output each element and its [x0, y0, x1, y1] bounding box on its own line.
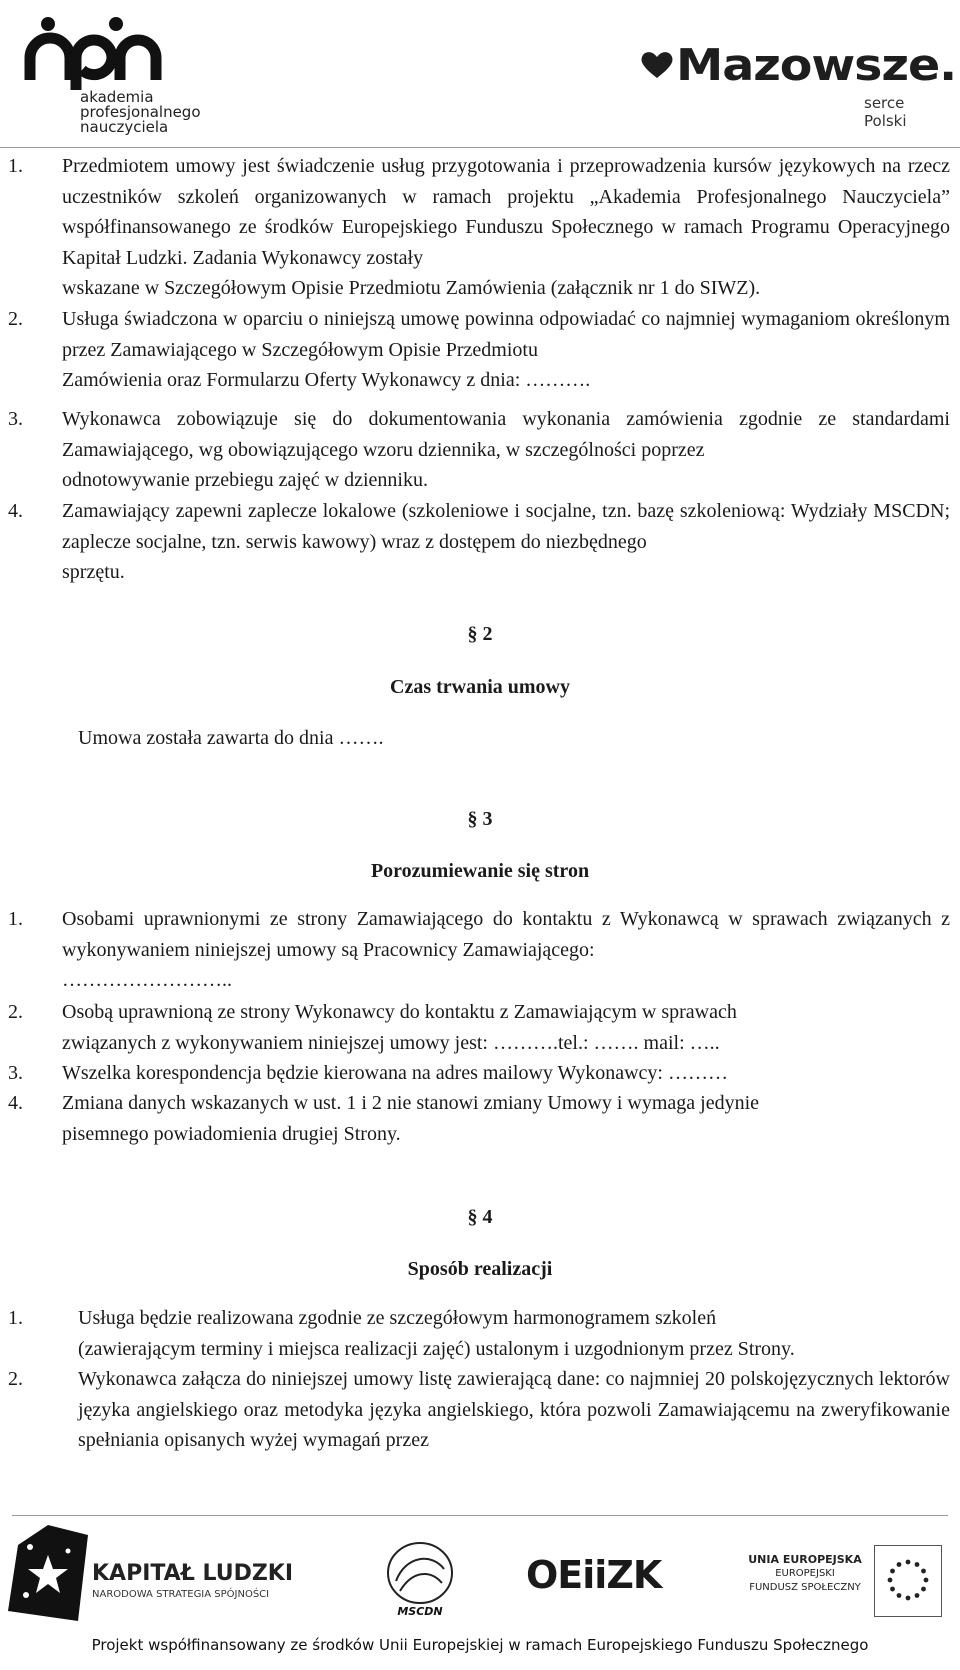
list-number: 3.	[8, 408, 23, 430]
section-2-text: Umowa została zawarta do dnia …….	[78, 727, 384, 749]
kapital-ludzki-star-icon	[8, 1525, 88, 1621]
list-item-text-last: wskazane w Szczegółowym Opisie Przedmiotu Zamówienia (załącznik nr 1 do SIWZ).	[62, 277, 761, 299]
list-item-text: Wykonawca zobowiązuje się do dokumentowania wykonania zamówienia zgodnie ze standardami Zamawiającego, wg obowiązującego wzoru dziennika, w szczególności poprzez	[62, 408, 950, 461]
list-item	[78, 1364, 950, 1456]
eu-line: UNIA EUROPEJSKA	[748, 1553, 862, 1566]
kapital-ludzki-subtitle: NARODOWA STRATEGIA SPÓJNOŚCI	[92, 1589, 270, 1600]
list-item-text-last: (zawierającym terminy i miejsca realizacji zajęć) ustalonym i uzgodnionym przez Strony.	[78, 1337, 795, 1360]
list-number: 1.	[8, 908, 23, 930]
list-number: 4.	[8, 1092, 23, 1114]
apn-mark-icon	[24, 14, 164, 90]
heart-icon	[640, 50, 674, 80]
list-item	[62, 304, 950, 396]
apn-logo-text	[80, 90, 201, 135]
apn-line: akademia	[80, 88, 154, 106]
list-item-text-last: sprzętu.	[62, 561, 125, 583]
list-item-text-last: pisemnego powiadomienia drugiej Strony.	[62, 1122, 401, 1145]
paragraph-2-mark: § 2	[467, 623, 493, 645]
section-3-heading: Porozumiewanie się stron	[370, 860, 590, 882]
paragraph-4-mark: § 4	[467, 1206, 493, 1228]
oeiizk-logo: OEiiZK	[526, 1553, 662, 1597]
list-item-text: Osobami uprawnionymi ze strony Zamawiającego do kontaktu z Wykonawcą w sprawach związanych z wykonywaniem niniejszej umowy są Pracownicy Zamawiającego:	[62, 908, 950, 961]
list-item-text: Usługa będzie realizowana zgodnie ze szczegółowym harmonogramem szkoleń	[78, 1307, 717, 1329]
footer-logos	[0, 1525, 960, 1625]
list-item-text-last: odnotowywanie przebiegu zajęć w dzienniku.	[62, 469, 428, 491]
list-item	[78, 1303, 950, 1364]
apn-logo	[24, 14, 214, 136]
project-footer-text: Projekt współfinansowany ze środków Unii Europejskiej w ramach Europejskiego Funduszu Społecznego	[91, 1636, 869, 1654]
apn-line: nauczyciela	[80, 118, 169, 136]
mscdn-emblem-icon	[382, 1535, 458, 1619]
list-item-text-last: Wszelka korespondencja będzie kierowana na adres mailowy Wykonawcy: ………	[62, 1062, 728, 1084]
eu-logo	[736, 1545, 948, 1621]
mscdn-logo	[382, 1535, 458, 1624]
list-item-text-last: ……………………..	[62, 969, 232, 991]
list-item-text-last: Zamówienia oraz Formularzu Oferty Wykonawcy z dnia: ……….	[62, 369, 591, 391]
list-item-text: Zamawiający zapewni zaplecze lokalowe (szkoleniowe i socjalne, tzn. bazę szkoleniową: Wydziały MSCDN; zaplecze socjalne, tzn. serwis kawowy) wraz z dostępem do niezbędnego	[62, 500, 950, 553]
mazowsze-tagline: serce Polski	[864, 94, 907, 130]
list-number: 1.	[8, 1307, 23, 1329]
eu-logo-text	[736, 1553, 874, 1595]
mscdn-label: MSCDN	[397, 1605, 443, 1618]
list-number: 3.	[8, 1062, 23, 1084]
list-item	[62, 997, 950, 1058]
kapital-ludzki-logo	[8, 1525, 294, 1626]
footer-divider	[12, 1515, 948, 1516]
paragraph-3-mark: § 3	[467, 808, 493, 830]
list-item	[62, 1058, 950, 1089]
list-item	[62, 151, 950, 304]
list-item	[62, 496, 950, 588]
eu-flag-icon	[874, 1545, 942, 1617]
list-item-text: Przedmiotem umowy jest świadczenie usług przygotowania i przeprowadzenia kursów językowych na rzecz uczestników szkoleń organizowanych w ramach projektu „Akademia Profesjonalnego Nauczyciela” współfinansowanego ze środków Europejskiego Funduszu Społecznego w ramach Programu Operacyjnego Kapitał Ludzki. Zadania Wykonawcy zostały	[62, 155, 950, 269]
header-divider	[0, 147, 960, 148]
section-2-heading: Czas trwania umowy	[390, 676, 570, 698]
list-item	[62, 904, 950, 996]
list-item-text: Usługa świadczona w oparciu o niniejszą umowę powinna odpowiadać co najmniej wymaganiom określonym przez Zamawiającego w Szczegółowym Opisie Przedmiotu	[62, 308, 950, 361]
list-number: 4.	[8, 500, 23, 522]
list-item	[62, 404, 950, 496]
list-item	[62, 1088, 950, 1149]
list-number: 2.	[8, 1368, 23, 1390]
list-item-text-last: związanych z wykonywaniem niniejszej umowy jest: ……….tel.: ……. mail: …..	[62, 1031, 720, 1054]
mazowsze-wordmark: Mazowsze.	[676, 40, 957, 91]
list-item-text: Osobą uprawnioną ze strony Wykonawcy do kontaktu z Zamawiającym w sprawach	[62, 1001, 737, 1023]
list-number: 2.	[8, 1001, 23, 1023]
list-number: 1.	[8, 155, 23, 177]
eu-line: EUROPEJSKI	[775, 1568, 835, 1579]
mazowsze-logo	[640, 40, 957, 130]
section-4-heading: Sposób realizacji	[407, 1258, 553, 1280]
list-number: 2.	[8, 308, 23, 330]
kapital-ludzki-title: KAPITAŁ LUDZKI	[92, 1561, 294, 1586]
list-item-text: Wykonawca załącza do niniejszej umowy listę zawierającą dane: co najmniej 20 polskojęzycznych lektorów języka angielskiego oraz metodyka języka angielskiego, która pozwoli Zamawiającemu na zweryfikowanie spełniania opisanych wyżej wymagań przez	[78, 1368, 950, 1451]
list-item-text: Zmiana danych wskazanych w ust. 1 i 2 nie stanowi zmiany Umowy i wymaga jedynie	[62, 1092, 760, 1114]
eu-line: FUNDUSZ SPOŁECZNY	[749, 1582, 861, 1593]
apn-line: profesjonalnego	[80, 103, 201, 121]
